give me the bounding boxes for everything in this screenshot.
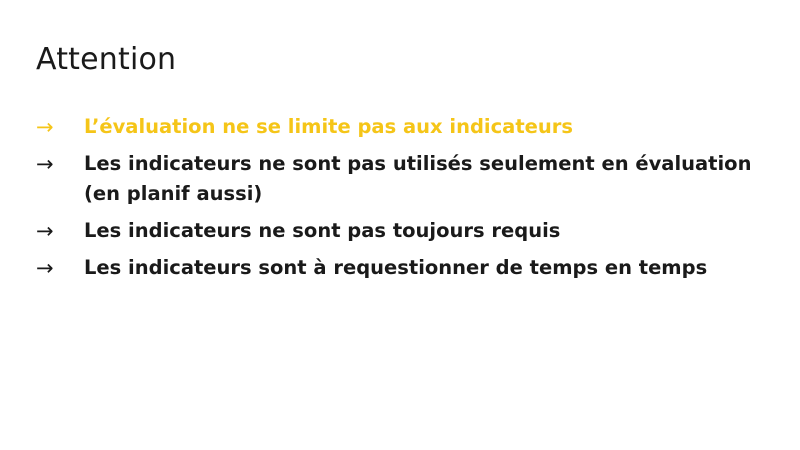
page-title: Attention: [36, 42, 177, 77]
arrow-right-icon: →: [36, 219, 54, 243]
arrow-right-icon: →: [36, 256, 54, 280]
list-item: [36, 149, 776, 209]
arrow-right-icon: →: [36, 152, 54, 176]
list-item: [36, 112, 776, 142]
list-item-label: Les indicateurs ne sont pas toujours requis: [84, 219, 561, 242]
list-item-label: L’évaluation ne se limite pas aux indicateurs: [84, 115, 573, 138]
list-item: [36, 253, 776, 283]
bullet-list: [36, 112, 776, 290]
arrow-right-icon: →: [36, 115, 54, 139]
list-item: [36, 216, 776, 246]
list-item-label: Les indicateurs sont à requestionner de temps en temps: [84, 256, 708, 279]
list-item-label: Les indicateurs ne sont pas utilisés seulement en évaluation (en planif aussi): [84, 152, 752, 205]
